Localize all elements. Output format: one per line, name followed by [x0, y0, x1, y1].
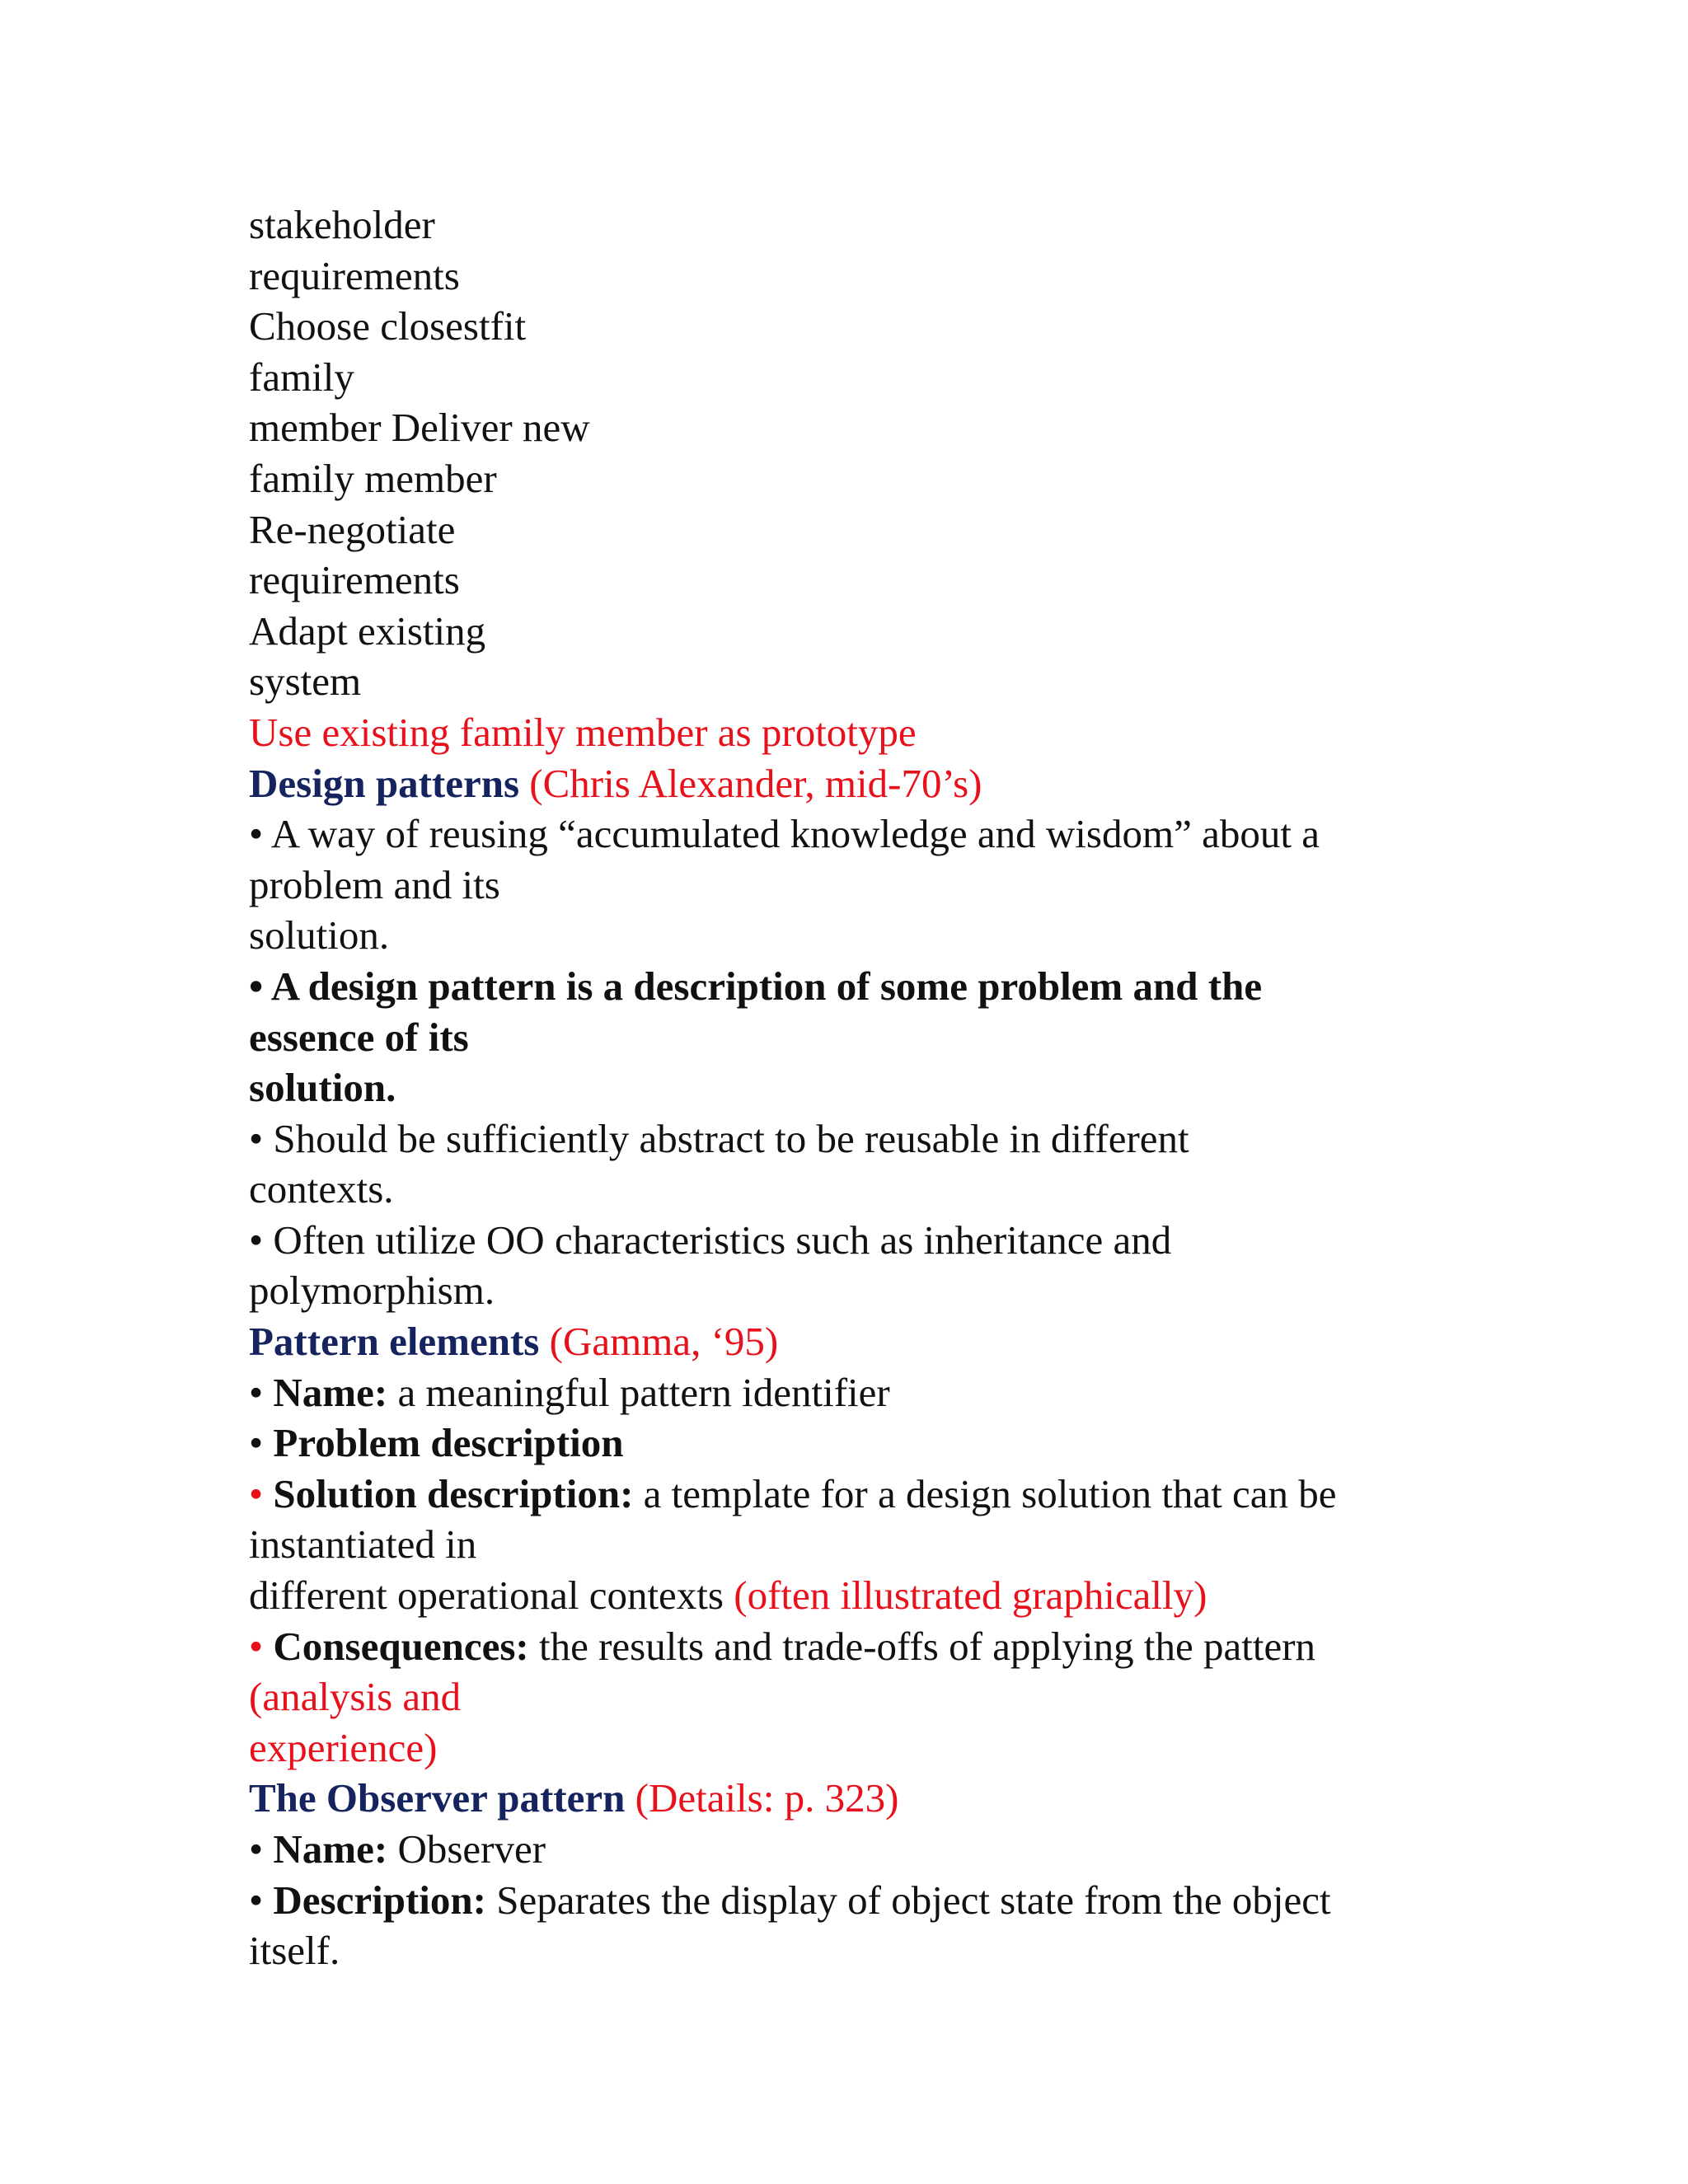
bullet-continuation: essence of its — [249, 1014, 469, 1060]
document-page — [249, 199, 1485, 1976]
bullet-continuation: problem and its — [249, 861, 500, 907]
bullet-line — [249, 1621, 1485, 1672]
bullet-text: Should be sufficiently abstract to be reusable in different — [273, 1115, 1189, 1161]
intro-line: requirements — [249, 557, 460, 603]
bullet-line — [249, 1469, 1485, 1520]
term-note: experience) — [249, 1724, 438, 1770]
intro-line: member Deliver new — [249, 405, 590, 451]
design-patterns-heading: Design patterns — [249, 760, 520, 806]
prototype-note: Use existing family member as prototype — [249, 709, 917, 755]
intro-line: system — [249, 658, 362, 705]
term-label: Solution description: — [273, 1470, 634, 1516]
term-label: Problem description — [273, 1420, 624, 1466]
bullet-marker: • — [249, 1826, 264, 1872]
observer-source: (Details: p. 323) — [635, 1775, 899, 1821]
bullet-text: Often utilize OO characteristics such as inheritance and — [273, 1216, 1172, 1263]
bullet-continuation: polymorphism. — [249, 1268, 495, 1314]
bullet-continuation: itself. — [249, 1928, 340, 1974]
pattern-elements-heading-line — [249, 1316, 1485, 1367]
pattern-elements-source: (Gamma, ‘95) — [549, 1319, 779, 1365]
design-patterns-source: (Chris Alexander, mid-70’s) — [529, 760, 982, 806]
bullet-marker: • — [249, 1623, 264, 1669]
term-text: a template for a design solution that can be — [643, 1470, 1337, 1516]
bullet-marker: • — [249, 811, 264, 857]
intro-line: Adapt existing — [249, 607, 486, 654]
intro-line: stakeholder — [249, 202, 435, 247]
term-text: Separates the display of object state from the object — [496, 1877, 1331, 1923]
intro-line: family — [249, 354, 354, 400]
term-label: Consequences: — [273, 1623, 529, 1669]
bullet-text: A design pattern is a description of some problem and the — [270, 963, 1263, 1009]
bullet-marker: • — [249, 1470, 264, 1516]
observer-heading-line — [249, 1773, 1485, 1824]
bullet-line — [249, 1418, 1485, 1469]
bullet-marker: • — [249, 963, 264, 1009]
bullet-marker: • — [249, 1877, 264, 1923]
bullet-line — [249, 1875, 1485, 1926]
intro-line: Choose closestfit — [249, 303, 527, 349]
bullet-continuation: solution. — [249, 912, 390, 958]
bullet-line — [249, 1215, 1485, 1266]
bullet-marker: • — [249, 1216, 264, 1263]
term-label: Name: — [273, 1826, 388, 1872]
intro-line: family member — [249, 455, 497, 501]
bullet-marker: • — [249, 1115, 264, 1161]
term-note: (often illustrated graphically) — [734, 1572, 1207, 1619]
term-label: Description: — [273, 1877, 486, 1923]
bullet-continuation-line — [249, 1570, 1485, 1621]
bullet-continuation: contexts. — [249, 1166, 394, 1212]
observer-heading: The Observer pattern — [249, 1775, 626, 1821]
term-text: the results and trade-offs of applying the pattern — [539, 1623, 1316, 1669]
term-label: Name: — [273, 1369, 388, 1415]
bullet-continuation: instantiated in — [249, 1521, 477, 1568]
bullet-line — [249, 1113, 1485, 1165]
bullet-line — [249, 808, 1485, 860]
bullet-marker: • — [249, 1420, 264, 1466]
intro-line: requirements — [249, 252, 460, 298]
bullet-line — [249, 961, 1485, 1012]
term-text: different operational contexts — [249, 1572, 724, 1619]
bullet-marker: • — [249, 1369, 264, 1415]
intro-line: Re-negotiate — [249, 506, 456, 552]
bullet-line — [249, 1367, 1485, 1418]
pattern-elements-heading: Pattern elements — [249, 1319, 540, 1365]
bullet-text: A way of reusing “accumulated knowledge and wisdom” about a — [270, 811, 1320, 857]
term-text: Observer — [397, 1826, 546, 1872]
design-patterns-heading-line — [249, 758, 1485, 809]
term-text: a meaningful pattern identifier — [397, 1369, 890, 1415]
bullet-continuation: solution. — [249, 1065, 396, 1111]
term-note: (analysis and — [249, 1674, 462, 1720]
bullet-line — [249, 1824, 1485, 1875]
